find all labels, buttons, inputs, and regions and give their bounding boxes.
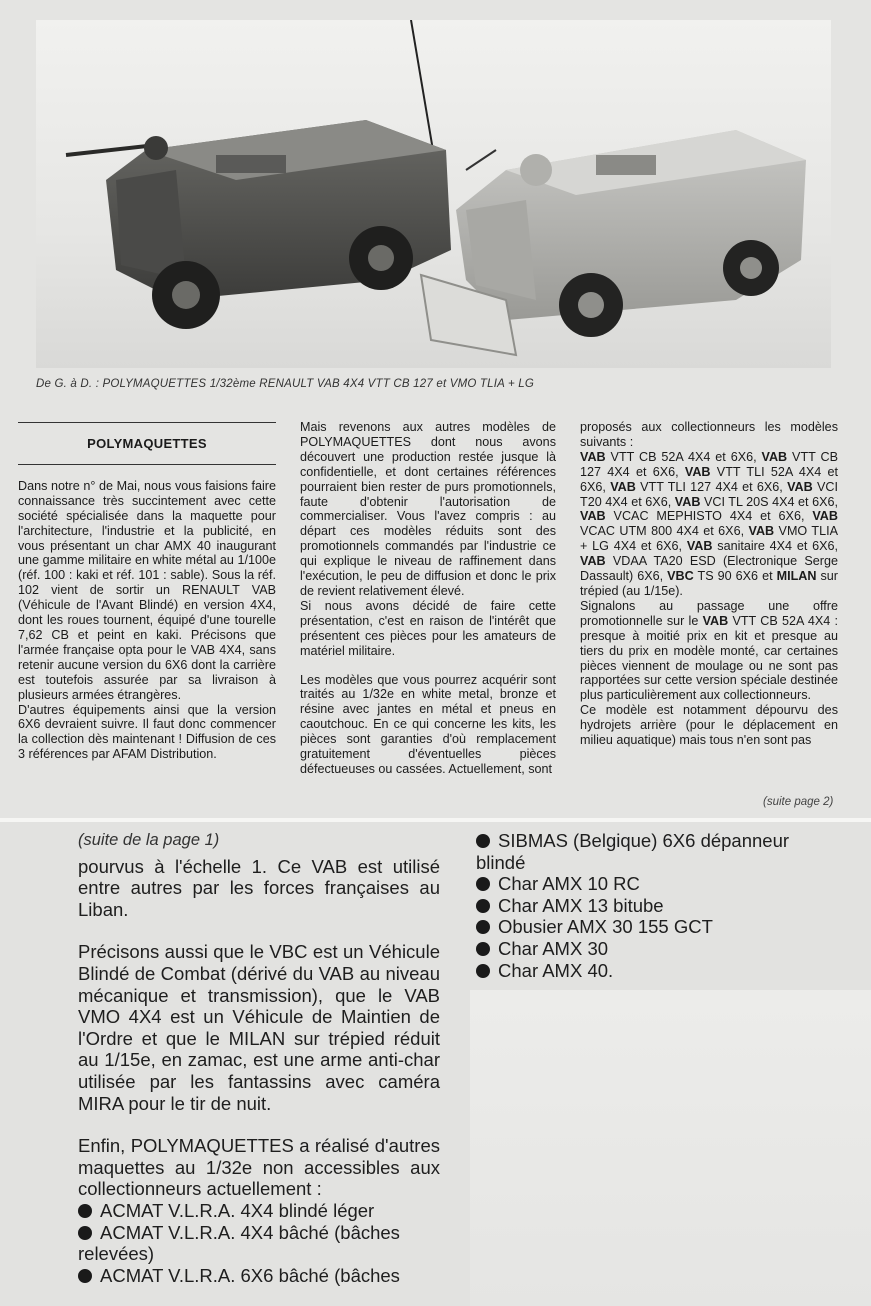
bottom-column-2 — [476, 830, 836, 981]
column3-paragraph-2: Signalons au passage une offre promotionnelle sur le VAB VTT CB 52A 4X4 : presque à moitié prix en kit et presque au tiers du prix en modèle monté, car certaines pièces viennent de moulage ou ne sont pas rapportées sur cette version spéciale destinée plus particulièrement aux collectionneurs. — [580, 598, 839, 703]
bullet-icon — [476, 964, 490, 978]
continued-from-note: (suite de la page 1) — [78, 831, 220, 849]
list-item: ACMAT V.L.R.A. 4X4 blindé léger — [78, 1200, 440, 1222]
continued-note: (suite page 2) — [763, 796, 834, 808]
bullet-icon — [476, 942, 490, 956]
column-2 — [300, 420, 556, 777]
column1-paragraph-2: D'autres équipements ainsi que la version 6X6 devraient suivre. Il faut donc commencer la collection dès maintenant ! Diffusion de ces 3 références par AFAM Distribution. — [18, 702, 276, 762]
vehicles-photo — [36, 20, 831, 368]
column-3 — [580, 420, 838, 748]
list-item: Char AMX 13 bitube — [476, 895, 836, 917]
list-item: Obusier AMX 30 155 GCT — [476, 916, 836, 938]
bullet-icon — [476, 834, 490, 848]
column3-paragraph-3: Ce modèle est notamment dépourvu des hydrojets arrière (pour le déplacement en milieu aquatique) mais tous n'en sont pas — [580, 703, 838, 748]
bullet-icon — [476, 920, 490, 934]
column2-paragraph-3: Les modèles que vous pourrez acquérir sont traités au 1/32e en white metal, bronze et résine avec jantes en métal et pneus en caoutchouc. En ce qui concerne les kits, les pièces sont garanties d'où remplacement gratuitement d'éventuelles pièces défectueuses ou cassées. Actuellement, sont — [300, 672, 556, 776]
section-heading: POLYMAQUETTES — [87, 436, 207, 451]
other-models-list-left — [78, 1200, 440, 1286]
list-item: Char AMX 10 RC — [476, 873, 836, 895]
column2-paragraph-1: Mais revenons aux autres modèles de POLYMAQUETTES dont nous avons découvert une production restée jusque là confidentielle, et dont certaines références pourraient bien rester de purs promotionnels, faute d'obtenir l'autorisation de commercialiser. Vous l'avez compris : au départ ces modèles réduits sont des promotionnels commandés par l'industrie ce qui explique le niveau de raffinement dans l'exécution, le peu de diffusion et donc le prix de revient relativement élevé. — [300, 420, 556, 598]
column2-paragraph-2: Si nous avons décidé de faire cette présentation, c'est en raison de l'intérêt que présentent ces pièces pour les amateurs de matériel militaire. — [300, 598, 556, 658]
list-item: SIBMAS (Belgique) 6X6 dépanneur blindé — [476, 830, 790, 873]
heading-rule-bottom — [18, 464, 276, 465]
other-models-list-right — [476, 830, 836, 981]
blank-area — [470, 990, 871, 1306]
model-list: VAB VTT CB 52A 4X4 et 6X6, VAB VTT CB 127 4X4 et 6X6, VAB VTT TLI 52A 4X4 et 6X6, VAB VTT TLI 127 4X4 et 6X6, VAB VCI T20 4X4 et 6X6, VAB VCI TL 20S 4X4 et 6X6, VAB VCAC MEPHISTO 4X4 et 6X6, VAB VCAC UTM 800 4X4 et 6X6, VAB VMO TLIA + LG 4X4 et 6X6, VAB sanitaire 4X4 et 6X6, VAB VDAA TA20 ESD (Electronique Serge Dassault) 6X6, VBC TS 90 6X6 et MILAN sur trépied (au 1/15e). — [580, 449, 839, 598]
bottom-paragraph-1: pourvus à l'échelle 1. Ce VAB est utilisé entre autres par les forces françaises au Liban. — [78, 855, 440, 920]
bullet-icon — [78, 1226, 92, 1240]
column3-intro: proposés aux collectionneurs les modèles suivants : VAB VTT CB 52A 4X4 et 6X6, VAB VTT CB 127 4X4 et 6X6, VAB VTT TLI 52A 4X4 et 6X6, VAB VTT TLI 127 4X4 et 6X6, VAB VCI T20 4X4 et 6X6, VAB VCI TL 20S 4X4 et 6X6, VAB VCAC MEPHISTO 4X4 et 6X6, VAB VCAC UTM 800 4X4 et 6X6, VAB VMO TLIA + LG 4X4 et 6X6, VAB sanitaire 4X4 et 6X6, VAB VDAA TA20 ESD (Electronique Serge Dassault) 6X6, VBC TS 90 6X6 et MILAN sur trépied (au 1/15e). — [580, 420, 839, 598]
bullet-icon — [78, 1204, 92, 1218]
bullet-icon — [476, 877, 490, 891]
column-1 — [18, 420, 276, 762]
bullet-icon — [78, 1269, 92, 1283]
armored-vehicles-illustration — [36, 20, 831, 368]
bottom-column-1 — [78, 830, 440, 1286]
list-item: ACMAT V.L.R.A. 6X6 bâché (bâches — [78, 1265, 440, 1287]
column1-paragraph-1: Dans notre n° de Mai, nous vous faisions faire connaissance très succintement avec cette société spécialisée dans la maquette pour l'architecture, l'industrie et la publicité, en vous présentant un char AMX 40 inaugurant une gamme militaire en white métal au 1/100e (réf. 100 : kaki et réf. 101 : sable). Sous la réf. 102 vient de sortir un RENAULT VAB (Véhicule de l'Avant Blindé) en version 4X4, dont les roues tournent, équipé d'une tourelle 7,62 CB et peint en kaki. Précisons que l'armée française opta pour le VAB 4X4, sans retenir aucune version du 6X6 dont la carrière est toutefois assurée par sa livraison à plusieurs armées étrangères. — [18, 478, 276, 702]
bottom-paragraph-2: Précisons aussi que le VBC est un Véhicule Blindé de Combat (dérivé du VAB au niveau mécanique et transmission), que le VAB VMO 4X4 est un Véhicule de Maintien de l'Ordre et que le MILAN sur trépied réduit au 1/15e, en zamac, est une arme anti-char utilisée par les fantassins avec caméra MIRA pour le tir de nuit. — [78, 941, 440, 1114]
heading-rule-top — [18, 422, 276, 423]
list-item: ACMAT V.L.R.A. 4X4 bâché (bâches relevées) — [78, 1221, 400, 1265]
photo-caption: De G. à D. : POLYMAQUETTES 1/32ème RENAULT VAB 4X4 VTT CB 127 et VMO TLIA + LG — [36, 378, 535, 390]
list-item: Char AMX 40. — [476, 960, 836, 982]
list-item: Char AMX 30 — [476, 938, 836, 960]
bottom-paragraph-3: Enfin, POLYMAQUETTES a réalisé d'autres maquettes au 1/32e non accessibles aux collectionneurs actuellement : — [78, 1135, 440, 1200]
bullet-icon — [476, 899, 490, 913]
